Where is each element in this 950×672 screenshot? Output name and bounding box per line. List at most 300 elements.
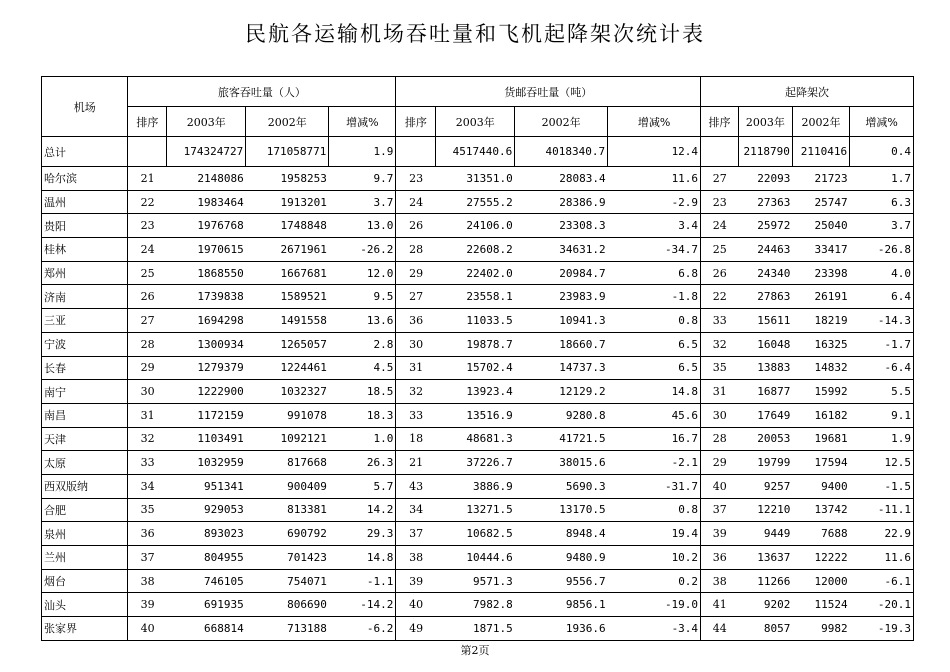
cargo-change: -1.8: [608, 285, 701, 309]
cargo-2003: 24106.0: [436, 214, 515, 238]
cargo-2002: 13170.5: [515, 498, 608, 522]
flights-change: -11.1: [850, 498, 914, 522]
total-flights-2002: 2110416: [792, 137, 849, 167]
flights-2002: 26191: [792, 285, 849, 309]
cargo-rank: 24: [396, 190, 436, 214]
airport-name: 张家界: [42, 617, 128, 641]
passenger-rank: 36: [128, 522, 167, 546]
flights-rank: 33: [701, 309, 739, 333]
cargo-rank: 31: [396, 356, 436, 380]
airport-header: 机场: [42, 77, 128, 137]
total-cargo-2003: 4517440.6: [436, 137, 515, 167]
table-row: [42, 569, 914, 593]
passenger-2002: 1032327: [246, 380, 329, 404]
airport-name: 天津: [42, 427, 128, 451]
cargo-2002: 9280.8: [515, 403, 608, 427]
airport-name: 长春: [42, 356, 128, 380]
passenger-2003: 2148086: [167, 167, 246, 191]
flights-2002: 9400: [792, 474, 849, 498]
total-passenger-rank: [128, 137, 167, 167]
passenger-rank: 34: [128, 474, 167, 498]
flights-change: 6.3: [850, 190, 914, 214]
flights-2002: 14832: [792, 356, 849, 380]
flights-change: -1.7: [850, 332, 914, 356]
flights-2002: 23398: [792, 261, 849, 285]
flights-rank: 39: [701, 522, 739, 546]
flights-rank: 25: [701, 238, 739, 262]
passenger-2002: 690792: [246, 522, 329, 546]
cargo-rank: 26: [396, 214, 436, 238]
table-row: [42, 617, 914, 641]
passenger-change: 2.8: [329, 332, 396, 356]
passenger-rank: 29: [128, 356, 167, 380]
table-row: [42, 427, 914, 451]
cargo-2002: 18660.7: [515, 332, 608, 356]
group-header-row: [42, 77, 914, 107]
total-flights-change: 0.4: [850, 137, 914, 167]
cargo-change: 0.8: [608, 498, 701, 522]
passenger-change: 4.5: [329, 356, 396, 380]
flights-2003: 11266: [738, 569, 792, 593]
flights-change: 5.5: [850, 380, 914, 404]
cargo-2002: 14737.3: [515, 356, 608, 380]
passenger-2003: 1103491: [167, 427, 246, 451]
flights-change: -19.3: [850, 617, 914, 641]
flights-rank: 41: [701, 593, 739, 617]
flights-2002: 16182: [792, 403, 849, 427]
airport-name: 三亚: [42, 309, 128, 333]
airport-name: 温州: [42, 190, 128, 214]
passenger-rank: 26: [128, 285, 167, 309]
cargo-2003: 37226.7: [436, 451, 515, 475]
cargo-group-header: 货邮吞吐量（吨）: [396, 77, 701, 107]
flights-2003: 25972: [738, 214, 792, 238]
flights-2002: 12000: [792, 569, 849, 593]
cargo-change: 6.5: [608, 356, 701, 380]
flights-rank: 31: [701, 380, 739, 404]
flights-2002: 15992: [792, 380, 849, 404]
flights-rank: 22: [701, 285, 739, 309]
cargo-change: 14.8: [608, 380, 701, 404]
table-row: [42, 474, 914, 498]
table-row: [42, 403, 914, 427]
total-passenger-2002: 171058771: [246, 137, 329, 167]
flights-rank: 30: [701, 403, 739, 427]
airport-name: 贵阳: [42, 214, 128, 238]
passenger-2002: 1265057: [246, 332, 329, 356]
cargo-2002: 28386.9: [515, 190, 608, 214]
passenger-change: -14.2: [329, 593, 396, 617]
airport-name: 西双版纳: [42, 474, 128, 498]
airport-name: 哈尔滨: [42, 167, 128, 191]
passenger-change: -1.1: [329, 569, 396, 593]
flights-2002: 25040: [792, 214, 849, 238]
passenger-2003: 1222900: [167, 380, 246, 404]
passenger-2003: 1032959: [167, 451, 246, 475]
passenger-change: 13.0: [329, 214, 396, 238]
flights-2003: 12210: [738, 498, 792, 522]
cargo-2003: 27555.2: [436, 190, 515, 214]
cargo-rank: 18: [396, 427, 436, 451]
cargo-2002: 38015.6: [515, 451, 608, 475]
passenger-2003: 951341: [167, 474, 246, 498]
cargo-2003: 13516.9: [436, 403, 515, 427]
airport-name: 烟台: [42, 569, 128, 593]
passenger-change: 14.8: [329, 546, 396, 570]
cargo-2003: 10682.5: [436, 522, 515, 546]
cargo-2003: 11033.5: [436, 309, 515, 333]
cargo-2002-header: 2002年: [515, 107, 608, 137]
cargo-change: -34.7: [608, 238, 701, 262]
passenger-rank: 23: [128, 214, 167, 238]
flights-2003-header: 2003年: [738, 107, 792, 137]
cargo-change: 10.2: [608, 546, 701, 570]
cargo-rank: 30: [396, 332, 436, 356]
flights-2002: 21723: [792, 167, 849, 191]
table-row: [42, 356, 914, 380]
cargo-change: -3.4: [608, 617, 701, 641]
flights-2002-header: 2002年: [792, 107, 849, 137]
cargo-2003: 19878.7: [436, 332, 515, 356]
passenger-rank: 25: [128, 261, 167, 285]
airport-name: 泉州: [42, 522, 128, 546]
airport-name: 太原: [42, 451, 128, 475]
cargo-rank: 34: [396, 498, 436, 522]
flights-rank: 28: [701, 427, 739, 451]
cargo-change: 11.6: [608, 167, 701, 191]
flights-2003: 16877: [738, 380, 792, 404]
cargo-2003: 3886.9: [436, 474, 515, 498]
passenger-2003: 1983464: [167, 190, 246, 214]
airport-name: 汕头: [42, 593, 128, 617]
flights-2003: 17649: [738, 403, 792, 427]
passenger-2003: 1868550: [167, 261, 246, 285]
flights-2003: 8057: [738, 617, 792, 641]
passenger-2003: 1970615: [167, 238, 246, 262]
passenger-rank: 21: [128, 167, 167, 191]
table-row: [42, 593, 914, 617]
passenger-change: -6.2: [329, 617, 396, 641]
cargo-change: 16.7: [608, 427, 701, 451]
table-row: [42, 309, 914, 333]
passenger-change: 9.5: [329, 285, 396, 309]
flights-rank: 37: [701, 498, 739, 522]
passenger-2002: 1491558: [246, 309, 329, 333]
table-row: [42, 546, 914, 570]
cargo-rank: 43: [396, 474, 436, 498]
flights-2003: 22093: [738, 167, 792, 191]
passenger-2002: 1589521: [246, 285, 329, 309]
passenger-change: 12.0: [329, 261, 396, 285]
flights-2002: 16325: [792, 332, 849, 356]
passenger-change: 1.0: [329, 427, 396, 451]
passenger-rank: 38: [128, 569, 167, 593]
passenger-2002: 806690: [246, 593, 329, 617]
total-row: [42, 137, 914, 167]
cargo-change: -2.1: [608, 451, 701, 475]
cargo-rank: 29: [396, 261, 436, 285]
flights-2003: 24463: [738, 238, 792, 262]
flights-2002: 13742: [792, 498, 849, 522]
flights-change-header: 增减%: [850, 107, 914, 137]
passenger-2002: 2671961: [246, 238, 329, 262]
passenger-2002-header: 2002年: [246, 107, 329, 137]
passenger-2002: 701423: [246, 546, 329, 570]
passenger-rank: 22: [128, 190, 167, 214]
cargo-2002: 41721.5: [515, 427, 608, 451]
airport-name: 合肥: [42, 498, 128, 522]
flights-change: -6.4: [850, 356, 914, 380]
page-number: 第2页: [460, 644, 490, 657]
passenger-2002: 1092121: [246, 427, 329, 451]
passenger-2002: 991078: [246, 403, 329, 427]
cargo-2002: 9480.9: [515, 546, 608, 570]
passenger-rank: 33: [128, 451, 167, 475]
passenger-2002: 1667681: [246, 261, 329, 285]
cargo-change: 19.4: [608, 522, 701, 546]
table-row: [42, 332, 914, 356]
total-flights-2003: 2118790: [738, 137, 792, 167]
table-row: [42, 498, 914, 522]
cargo-2003: 13271.5: [436, 498, 515, 522]
passenger-group-header: 旅客吞吐量（人）: [128, 77, 396, 107]
flights-2002: 25747: [792, 190, 849, 214]
table-row: [42, 380, 914, 404]
total-cargo-change: 12.4: [608, 137, 701, 167]
flights-change: -20.1: [850, 593, 914, 617]
flights-rank: 24: [701, 214, 739, 238]
flights-rank-header: 排序: [701, 107, 739, 137]
cargo-2002: 28083.4: [515, 167, 608, 191]
cargo-change: 0.2: [608, 569, 701, 593]
passenger-change: 5.7: [329, 474, 396, 498]
table-row: [42, 238, 914, 262]
flights-2002: 12222: [792, 546, 849, 570]
cargo-2002: 1936.6: [515, 617, 608, 641]
cargo-change: 45.6: [608, 403, 701, 427]
total-passenger-change: 1.9: [329, 137, 396, 167]
airport-stats-table: [41, 76, 914, 641]
passenger-2002: 713188: [246, 617, 329, 641]
passenger-2003: 1976768: [167, 214, 246, 238]
cargo-2002: 20984.7: [515, 261, 608, 285]
flights-group-header: 起降架次: [701, 77, 914, 107]
passenger-rank-header: 排序: [128, 107, 167, 137]
passenger-2002: 900409: [246, 474, 329, 498]
passenger-2002: 817668: [246, 451, 329, 475]
flights-rank: 35: [701, 356, 739, 380]
passenger-2003: 746105: [167, 569, 246, 593]
flights-2002: 9982: [792, 617, 849, 641]
cargo-rank: 49: [396, 617, 436, 641]
flights-change: 11.6: [850, 546, 914, 570]
flights-rank: 40: [701, 474, 739, 498]
flights-rank: 23: [701, 190, 739, 214]
cargo-rank: 21: [396, 451, 436, 475]
table-row: [42, 190, 914, 214]
cargo-2003: 10444.6: [436, 546, 515, 570]
cargo-2002: 10941.3: [515, 309, 608, 333]
cargo-rank: 40: [396, 593, 436, 617]
cargo-2002: 12129.2: [515, 380, 608, 404]
passenger-2002: 1913201: [246, 190, 329, 214]
cargo-2003: 15702.4: [436, 356, 515, 380]
cargo-rank-header: 排序: [396, 107, 436, 137]
flights-2002: 7688: [792, 522, 849, 546]
passenger-change: 26.3: [329, 451, 396, 475]
cargo-2002: 34631.2: [515, 238, 608, 262]
passenger-rank: 35: [128, 498, 167, 522]
flights-2003: 19799: [738, 451, 792, 475]
passenger-2003: 668814: [167, 617, 246, 641]
cargo-rank: 33: [396, 403, 436, 427]
table-row: [42, 261, 914, 285]
total-cargo-rank: [396, 137, 436, 167]
cargo-rank: 39: [396, 569, 436, 593]
cargo-change: -19.0: [608, 593, 701, 617]
cargo-rank: 23: [396, 167, 436, 191]
passenger-2002: 813381: [246, 498, 329, 522]
passenger-2003: 1300934: [167, 332, 246, 356]
flights-change: -26.8: [850, 238, 914, 262]
table-row: [42, 167, 914, 191]
airport-name: 南昌: [42, 403, 128, 427]
flights-2003: 16048: [738, 332, 792, 356]
cargo-rank: 32: [396, 380, 436, 404]
flights-2002: 17594: [792, 451, 849, 475]
flights-2003: 24340: [738, 261, 792, 285]
passenger-rank: 28: [128, 332, 167, 356]
passenger-rank: 39: [128, 593, 167, 617]
sub-header-row: [42, 107, 914, 137]
table-row: [42, 451, 914, 475]
cargo-change: -31.7: [608, 474, 701, 498]
passenger-2003: 804955: [167, 546, 246, 570]
cargo-2003: 13923.4: [436, 380, 515, 404]
flights-2003: 27363: [738, 190, 792, 214]
cargo-rank: 36: [396, 309, 436, 333]
flights-rank: 32: [701, 332, 739, 356]
flights-2002: 19681: [792, 427, 849, 451]
cargo-2003: 23558.1: [436, 285, 515, 309]
passenger-2002: 754071: [246, 569, 329, 593]
flights-change: 6.4: [850, 285, 914, 309]
passenger-change: 13.6: [329, 309, 396, 333]
passenger-rank: 32: [128, 427, 167, 451]
cargo-2003: 1871.5: [436, 617, 515, 641]
cargo-2003-header: 2003年: [436, 107, 515, 137]
flights-change: -1.5: [850, 474, 914, 498]
passenger-2003: 1694298: [167, 309, 246, 333]
flights-2002: 18219: [792, 309, 849, 333]
flights-change: -14.3: [850, 309, 914, 333]
airport-name: 桂林: [42, 238, 128, 262]
flights-2003: 20053: [738, 427, 792, 451]
passenger-2003: 893023: [167, 522, 246, 546]
airport-name: 南宁: [42, 380, 128, 404]
total-label: 总计: [42, 137, 128, 167]
passenger-change: 18.5: [329, 380, 396, 404]
passenger-rank: 40: [128, 617, 167, 641]
flights-2002: 33417: [792, 238, 849, 262]
flights-change: 4.0: [850, 261, 914, 285]
cargo-rank: 37: [396, 522, 436, 546]
flights-rank: 36: [701, 546, 739, 570]
airport-name: 兰州: [42, 546, 128, 570]
cargo-change: -2.9: [608, 190, 701, 214]
passenger-change: -26.2: [329, 238, 396, 262]
flights-2003: 27863: [738, 285, 792, 309]
passenger-2002: 1224461: [246, 356, 329, 380]
airport-name: 济南: [42, 285, 128, 309]
flights-2003: 13637: [738, 546, 792, 570]
passenger-2003: 1172159: [167, 403, 246, 427]
flights-rank: 29: [701, 451, 739, 475]
cargo-change: 0.8: [608, 309, 701, 333]
passenger-2003: 929053: [167, 498, 246, 522]
cargo-change: 3.4: [608, 214, 701, 238]
total-passenger-2003: 174324727: [167, 137, 246, 167]
passenger-change-header: 增减%: [329, 107, 396, 137]
passenger-rank: 31: [128, 403, 167, 427]
table-row: [42, 214, 914, 238]
flights-change: 1.9: [850, 427, 914, 451]
cargo-change-header: 增减%: [608, 107, 701, 137]
passenger-rank: 30: [128, 380, 167, 404]
cargo-2003: 9571.3: [436, 569, 515, 593]
flights-rank: 44: [701, 617, 739, 641]
table-row: [42, 522, 914, 546]
flights-change: 3.7: [850, 214, 914, 238]
cargo-change: 6.8: [608, 261, 701, 285]
airport-name: 郑州: [42, 261, 128, 285]
passenger-2003: 1739838: [167, 285, 246, 309]
cargo-change: 6.5: [608, 332, 701, 356]
cargo-2003: 22402.0: [436, 261, 515, 285]
total-cargo-2002: 4018340.7: [515, 137, 608, 167]
passenger-2003: 691935: [167, 593, 246, 617]
cargo-2002: 23308.3: [515, 214, 608, 238]
passenger-change: 29.3: [329, 522, 396, 546]
passenger-2002: 1958253: [246, 167, 329, 191]
page-title: 民航各运输机场吞吐量和飞机起降架次统计表: [245, 22, 705, 46]
flights-2003: 15611: [738, 309, 792, 333]
cargo-rank: 38: [396, 546, 436, 570]
flights-change: 22.9: [850, 522, 914, 546]
cargo-rank: 27: [396, 285, 436, 309]
flights-change: -6.1: [850, 569, 914, 593]
cargo-2002: 9856.1: [515, 593, 608, 617]
flights-change: 12.5: [850, 451, 914, 475]
passenger-change: 14.2: [329, 498, 396, 522]
passenger-change: 18.3: [329, 403, 396, 427]
cargo-2002: 9556.7: [515, 569, 608, 593]
flights-rank: 38: [701, 569, 739, 593]
passenger-2003-header: 2003年: [167, 107, 246, 137]
flights-rank: 26: [701, 261, 739, 285]
cargo-2003: 48681.3: [436, 427, 515, 451]
cargo-2003: 22608.2: [436, 238, 515, 262]
cargo-rank: 28: [396, 238, 436, 262]
passenger-rank: 24: [128, 238, 167, 262]
total-flights-rank: [701, 137, 739, 167]
passenger-change: 3.7: [329, 190, 396, 214]
cargo-2003: 31351.0: [436, 167, 515, 191]
cargo-2002: 23983.9: [515, 285, 608, 309]
flights-2003: 13883: [738, 356, 792, 380]
table-row: [42, 285, 914, 309]
passenger-rank: 27: [128, 309, 167, 333]
